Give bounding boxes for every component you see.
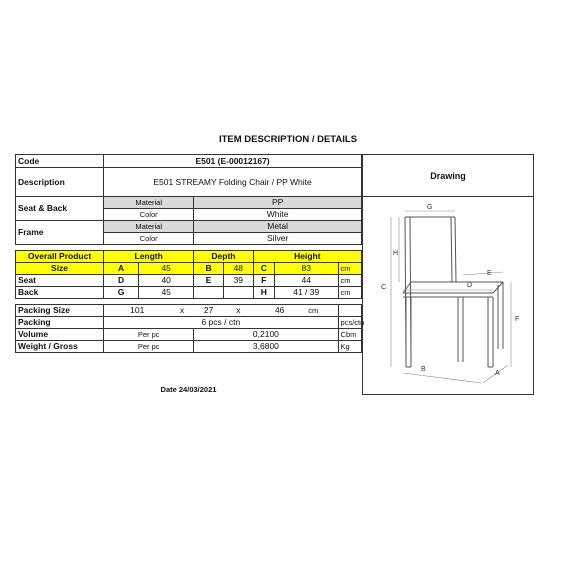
dim-e-letter: E <box>194 275 224 287</box>
overall-product-label: Overall Product <box>16 251 104 263</box>
dim-g-value: 45 <box>139 287 194 299</box>
length-header: Length <box>104 251 194 263</box>
dim-a-letter: A <box>104 263 139 275</box>
dim-h-letter: H <box>253 287 274 299</box>
empty-cell <box>194 287 224 299</box>
packing-size-label: Packing Size <box>16 305 104 317</box>
packing-label: Packing <box>16 317 104 329</box>
drawing-label-a: A <box>495 370 500 377</box>
depth-header: Depth <box>194 251 253 263</box>
frame-color-label: Color <box>104 233 194 245</box>
dim-a-value: 45 <box>139 263 194 275</box>
description-value: E501 STREAMY Folding Chair / PP White <box>104 168 362 197</box>
dim-f-value: 44 <box>274 275 338 287</box>
code-value: E501 (E-00012167) <box>104 155 362 168</box>
volume-label: Volume <box>16 329 104 341</box>
packing-width: 27 <box>194 305 224 317</box>
packing-length: 101 <box>104 305 171 317</box>
packing-height: 46 <box>253 305 306 317</box>
packing-x1: x <box>170 305 193 317</box>
dim-c-value: 83 <box>274 263 338 275</box>
seat-dim-label: Seat <box>16 275 104 287</box>
drawing-label-c: C <box>381 284 387 291</box>
dim-b-letter: B <box>194 263 224 275</box>
dim-b-value: 48 <box>223 263 253 275</box>
packing-size-unit: cm <box>306 305 338 317</box>
weight-per: Per pc <box>104 341 194 353</box>
seat-back-color: White <box>194 209 362 221</box>
volume-unit: Cbm <box>338 329 361 341</box>
code-label: Code <box>16 155 104 168</box>
chair-drawing <box>363 197 535 395</box>
back-dim-label: Back <box>16 287 104 299</box>
seat-back-material-label: Material <box>104 197 194 209</box>
size-unit: cm <box>338 263 361 275</box>
weight-unit: Kg <box>338 341 361 353</box>
packing-x2: x <box>223 305 253 317</box>
frame-material-label: Material <box>104 221 194 233</box>
drawing-label-g: G <box>427 204 433 211</box>
dim-d-value: 40 <box>139 275 194 287</box>
dim-e-value: 39 <box>223 275 253 287</box>
drawing-label-b: B <box>421 366 426 373</box>
seat-back-label: Seat & Back <box>16 197 104 221</box>
dim-d-letter: D <box>104 275 139 287</box>
weight-value: 3,6800 <box>194 341 338 353</box>
height-header: Height <box>253 251 361 263</box>
drawing-label-e: E <box>487 270 492 277</box>
seat-back-material: PP <box>194 197 362 209</box>
volume-value: 0,2100 <box>194 329 338 341</box>
packing-value: 6 pcs / ctn <box>104 317 338 329</box>
seat-back-color-label: Color <box>104 209 194 221</box>
drawing-header: Drawing <box>362 154 534 197</box>
frame-color: Silver <box>194 233 362 245</box>
back-unit: cm <box>338 287 361 299</box>
dim-c-letter: C <box>253 263 274 275</box>
empty-cell <box>338 305 361 317</box>
seat-unit: cm <box>338 275 361 287</box>
weight-label: Weight / Gross <box>16 341 104 353</box>
volume-per: Per pc <box>104 329 194 341</box>
dim-g-letter: G <box>104 287 139 299</box>
frame-label: Frame <box>16 221 104 245</box>
packing-unit: pcs/ctn <box>338 317 361 329</box>
size-label: Size <box>16 263 104 275</box>
dim-h-value: 41 / 39 <box>274 287 338 299</box>
drawing-label-d: D <box>467 282 473 289</box>
date-stamp: Date 24/03/2021 <box>160 385 217 394</box>
drawing-area <box>362 197 534 395</box>
frame-material: Metal <box>194 221 362 233</box>
page-title: ITEM DESCRIPTION / DETAILS <box>218 134 358 145</box>
drawing-label-f: F <box>515 316 520 323</box>
empty-cell <box>223 287 253 299</box>
dim-f-letter: F <box>253 275 274 287</box>
description-label: Description <box>16 168 104 197</box>
drawing-label-h: H <box>393 250 399 257</box>
spec-sheet <box>15 154 534 395</box>
spec-table <box>15 154 365 353</box>
